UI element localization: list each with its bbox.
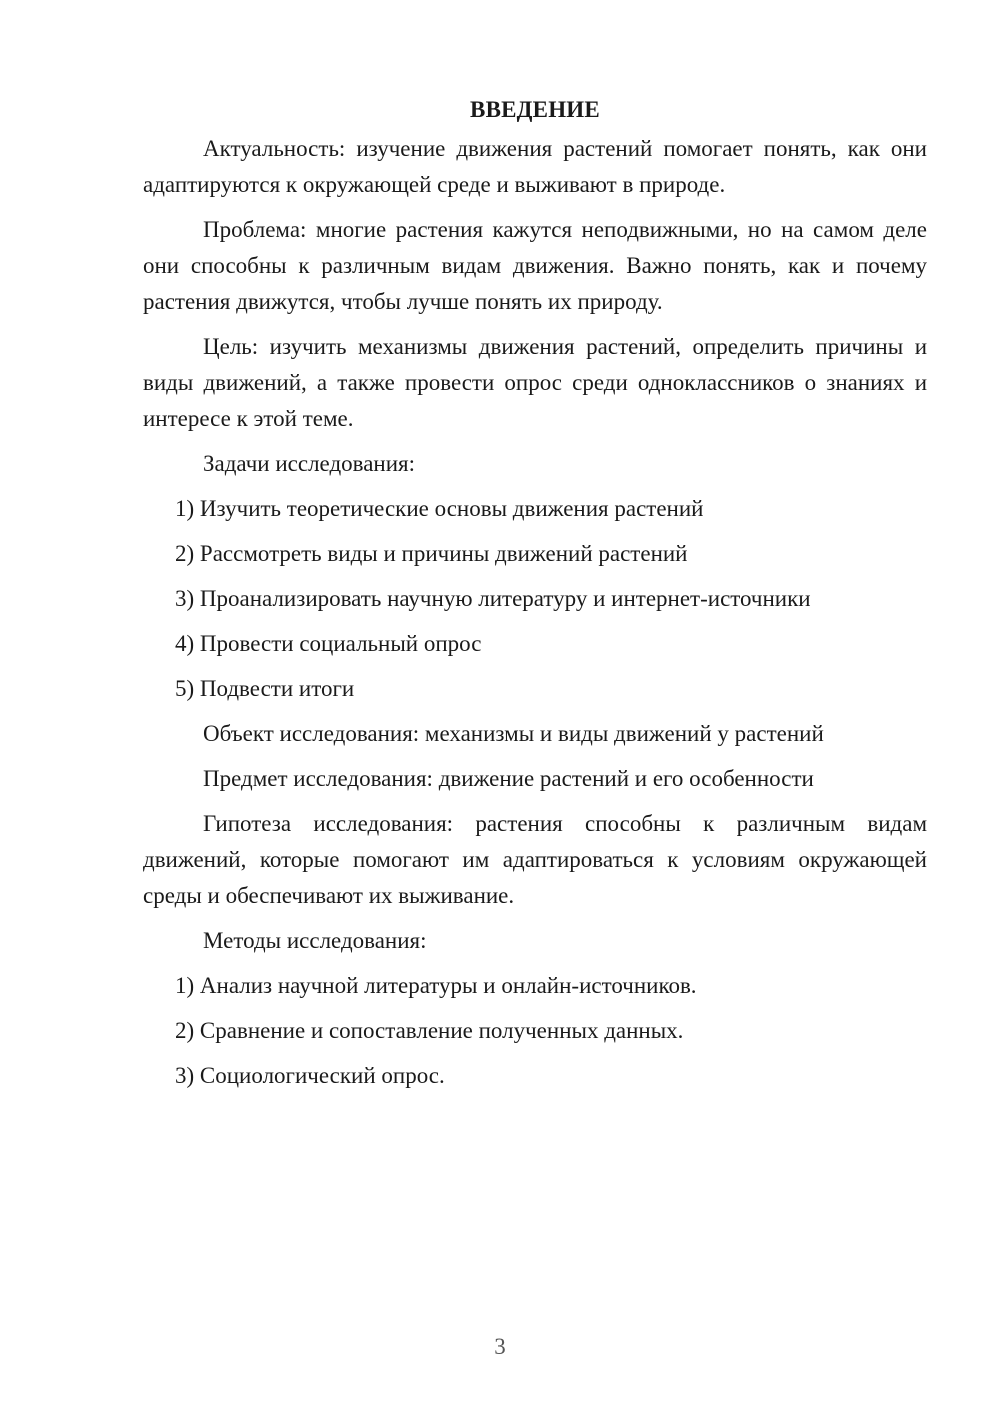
research-object: Объект исследования: механизмы и виды движений у растений xyxy=(203,721,824,746)
task-item: 5) Подвести итоги xyxy=(175,676,355,701)
method-item: 3) Социологический опрос. xyxy=(175,1063,445,1088)
task-item: 3) Проанализировать научную литературу и интернет-источники xyxy=(175,586,811,611)
page-title: ВВЕДЕНИЕ xyxy=(470,97,600,122)
problem-paragraph: Проблема: многие растения кажутся неподвижными, но на самом деле они способны к различным видам движения. Важно понять, как и почему растения движутся, чтобы лучше понять их природу. xyxy=(143,217,927,314)
methods-heading: Методы исследования: xyxy=(203,928,427,953)
tasks-heading: Задачи исследования: xyxy=(203,451,416,476)
hypothesis-paragraph: Гипотеза исследования: растения способны к различным видам движений, которые помогают им адаптироваться к условиям окружающей среды и обеспечивают их выживание. xyxy=(143,811,927,908)
page-number: 3 xyxy=(494,1334,506,1359)
task-item: 2) Рассмотреть виды и причины движений растений xyxy=(175,541,688,566)
method-item: 2) Сравнение и сопоставление полученных данных. xyxy=(175,1018,684,1043)
relevance-paragraph: Актуальность: изучение движения растений помогает понять, как они адаптируются к окружающей среде и выживают в природе. xyxy=(143,136,927,197)
goal-paragraph: Цель: изучить механизмы движения растений, определить причины и виды движений, а также провести опрос среди одноклассников о знаниях и интересе к этой теме. xyxy=(143,334,927,431)
method-item: 1) Анализ научной литературы и онлайн-источников. xyxy=(175,973,697,998)
task-item: 1) Изучить теоретические основы движения растений xyxy=(175,496,704,521)
research-subject: Предмет исследования: движение растений и его особенности xyxy=(203,766,814,791)
task-item: 4) Провести социальный опрос xyxy=(175,631,482,656)
document-page xyxy=(143,92,927,1103)
